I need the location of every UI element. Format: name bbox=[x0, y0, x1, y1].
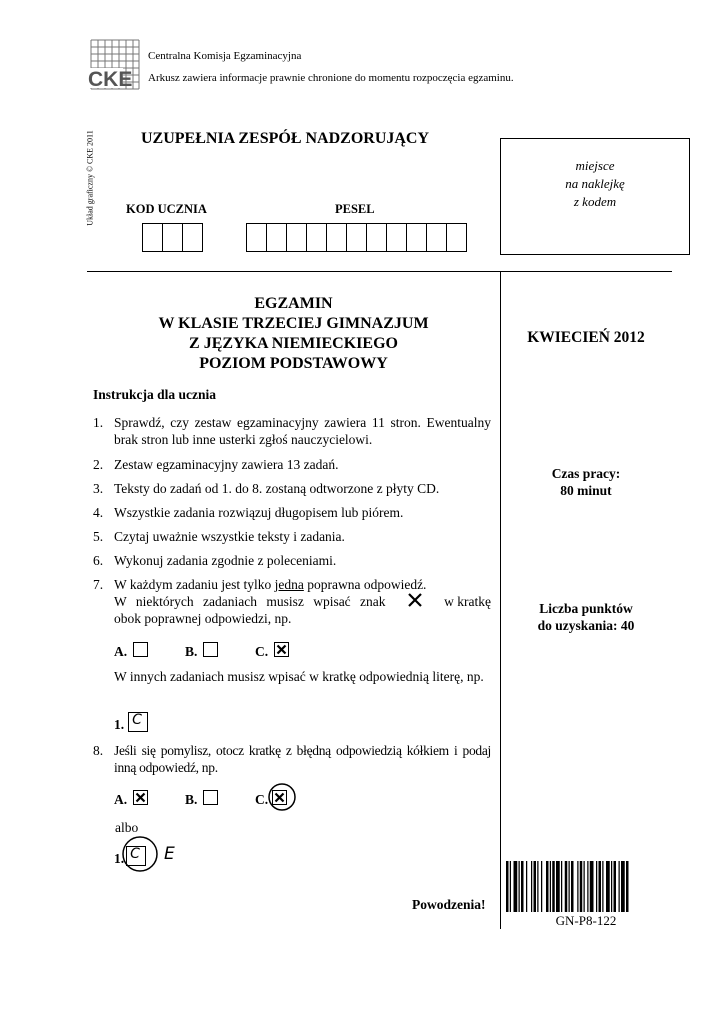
barcode-bar bbox=[561, 861, 562, 912]
digit-box[interactable] bbox=[182, 223, 203, 252]
instruction-item-7-letter: W innych zadaniach musisz wpisać w kratkę odpowiednią literę, np. bbox=[114, 669, 484, 684]
example-option-b: B. bbox=[185, 642, 218, 660]
barcode-bar bbox=[599, 861, 602, 912]
barcode-bar bbox=[552, 861, 555, 912]
barcode bbox=[506, 861, 666, 912]
checked-checkbox-icon bbox=[274, 642, 289, 657]
instruction-item: 4. Wszystkie zadania rozwiązuj długopisem lub piórem. bbox=[93, 505, 404, 520]
example-option-a: A. bbox=[114, 642, 148, 660]
or-label: albo bbox=[115, 820, 139, 835]
barcode-bar bbox=[580, 861, 583, 912]
example-correction-a: A. bbox=[114, 790, 148, 808]
barcode-bar bbox=[526, 861, 527, 912]
example-correction-letter: 1. C bbox=[114, 846, 146, 867]
instruction-item: 5. Czytaj uważnie wszystkie teksty i zadania. bbox=[93, 529, 345, 544]
exam-title: EGZAMIN W KLASIE TRZECIEJ GIMNAZJUM Z JĘZYKA NIEMIECKIEGO POZIOM PODSTAWOWY bbox=[158, 295, 429, 372]
instruction-item: 2. Zestaw egzaminacyjny zawiera 13 zadań. bbox=[93, 457, 339, 472]
digit-box[interactable] bbox=[446, 223, 467, 252]
instruction-item-7: 7. W każdym zadaniu jest tylko jedna poprawna odpowiedź. W niektórych zadaniach musisz wpisać znak w kratkę obok poprawnej odpowiedzi, np. bbox=[93, 577, 491, 626]
digit-box[interactable] bbox=[346, 223, 367, 252]
barcode-bar bbox=[506, 861, 509, 912]
sticker-line: z kodem bbox=[573, 194, 617, 209]
instruction-item: 1. Sprawdź, czy zestaw egzaminacyjny zawiera 11 stron. Ewentualny brak stron lub inne usterki zgłoś nauczycielowi. bbox=[93, 415, 491, 447]
barcode-bar bbox=[514, 861, 518, 912]
barcode-bar bbox=[584, 861, 585, 912]
barcode-bar bbox=[565, 861, 568, 912]
cke-logo bbox=[87, 38, 141, 92]
example-letter-box: 1. C bbox=[114, 712, 148, 733]
barcode-bar bbox=[590, 861, 594, 912]
digit-box[interactable] bbox=[286, 223, 307, 252]
letter-box: C bbox=[126, 846, 146, 866]
barcode-bar bbox=[546, 861, 549, 912]
digit-box[interactable] bbox=[326, 223, 347, 252]
barcode-bar bbox=[537, 861, 538, 912]
org-name: Centralna Komisja Egzaminacyjna bbox=[148, 50, 302, 62]
logo-text: CKE bbox=[88, 68, 133, 91]
supervisor-title: UZUPEŁNIA ZESPÓŁ NADZORUJĄCY bbox=[141, 130, 430, 147]
copyright-vertical: Układ graficzny © CKE 2011 bbox=[85, 130, 95, 226]
digit-box[interactable] bbox=[366, 223, 387, 252]
letter-box: C bbox=[128, 712, 148, 732]
empty-checkbox-icon bbox=[133, 642, 148, 657]
barcode-bar bbox=[577, 861, 578, 912]
barcode-bar bbox=[531, 861, 532, 912]
barcode-bar bbox=[596, 861, 597, 912]
empty-checkbox-icon bbox=[203, 790, 218, 805]
digit-box[interactable] bbox=[266, 223, 287, 252]
digit-box[interactable] bbox=[162, 223, 183, 252]
pesel-input[interactable] bbox=[246, 223, 466, 252]
sticker-line: na naklejkę bbox=[565, 176, 625, 191]
barcode-bar bbox=[626, 861, 629, 912]
good-luck: Powodzenia! bbox=[412, 897, 486, 912]
correction-circle-icon bbox=[121, 835, 159, 873]
barcode-bar bbox=[510, 861, 511, 912]
exam-code: GN-P8-122 bbox=[555, 913, 617, 928]
digit-box[interactable] bbox=[142, 223, 163, 252]
barcode-bar bbox=[621, 861, 625, 912]
sticker-line: miejsce bbox=[575, 158, 615, 173]
new-letter: E bbox=[164, 844, 175, 864]
max-points: Liczba punktów do uzyskania: 40 bbox=[537, 601, 635, 633]
correction-circle-icon bbox=[267, 782, 297, 812]
sticker-placeholder bbox=[500, 138, 690, 255]
example-correction-b: B. bbox=[185, 790, 218, 808]
exam-duration: Czas pracy: 80 minut bbox=[551, 466, 621, 498]
instruction-item-8: 8. Jeśli się pomylisz, otocz kratkę z błędną odpowiedzią kółkiem i podaj inną odpowiedź, np. bbox=[93, 743, 491, 775]
pesel-label: PESEL bbox=[335, 202, 375, 216]
barcode-bar bbox=[550, 861, 551, 912]
barcode-bar bbox=[519, 861, 520, 912]
instructions-heading: Instrukcja dla ucznia bbox=[93, 387, 217, 402]
digit-box[interactable] bbox=[406, 223, 427, 252]
example-option-c: C. bbox=[255, 642, 289, 660]
barcode-bar bbox=[602, 861, 603, 912]
protection-notice: Arkusz zawiera informacje prawnie chronione do momentu rozpoczęcia egzaminu. bbox=[148, 72, 514, 84]
student-code-label: KOD UCZNIA bbox=[126, 202, 207, 216]
student-code-input[interactable] bbox=[142, 223, 202, 252]
digit-box[interactable] bbox=[386, 223, 407, 252]
empty-checkbox-icon bbox=[203, 642, 218, 657]
instruction-item: 6. Wykonuj zadania zgodnie z poleceniami. bbox=[93, 553, 337, 568]
divider-horizontal bbox=[87, 271, 672, 272]
barcode-bar bbox=[571, 861, 574, 912]
barcode-bar bbox=[556, 861, 560, 912]
x-mark-icon bbox=[407, 592, 423, 608]
digit-box[interactable] bbox=[426, 223, 447, 252]
digit-box[interactable] bbox=[306, 223, 327, 252]
instruction-item: 3. Teksty do zadań od 1. do 8. zostaną odtworzone z płyty CD. bbox=[93, 481, 440, 496]
barcode-bar bbox=[614, 861, 617, 912]
exam-date: KWIECIEŃ 2012 bbox=[527, 329, 645, 346]
barcode-bar bbox=[587, 861, 588, 912]
barcode-bar bbox=[541, 861, 542, 912]
barcode-bar bbox=[534, 861, 537, 912]
barcode-bar bbox=[606, 861, 610, 912]
digit-box[interactable] bbox=[246, 223, 267, 252]
barcode-bar bbox=[619, 861, 620, 912]
checked-checkbox-icon bbox=[133, 790, 148, 805]
barcode-bar bbox=[521, 861, 524, 912]
example-correction-c: C. bbox=[255, 790, 287, 808]
barcode-bar bbox=[569, 861, 570, 912]
barcode-bar bbox=[611, 861, 612, 912]
